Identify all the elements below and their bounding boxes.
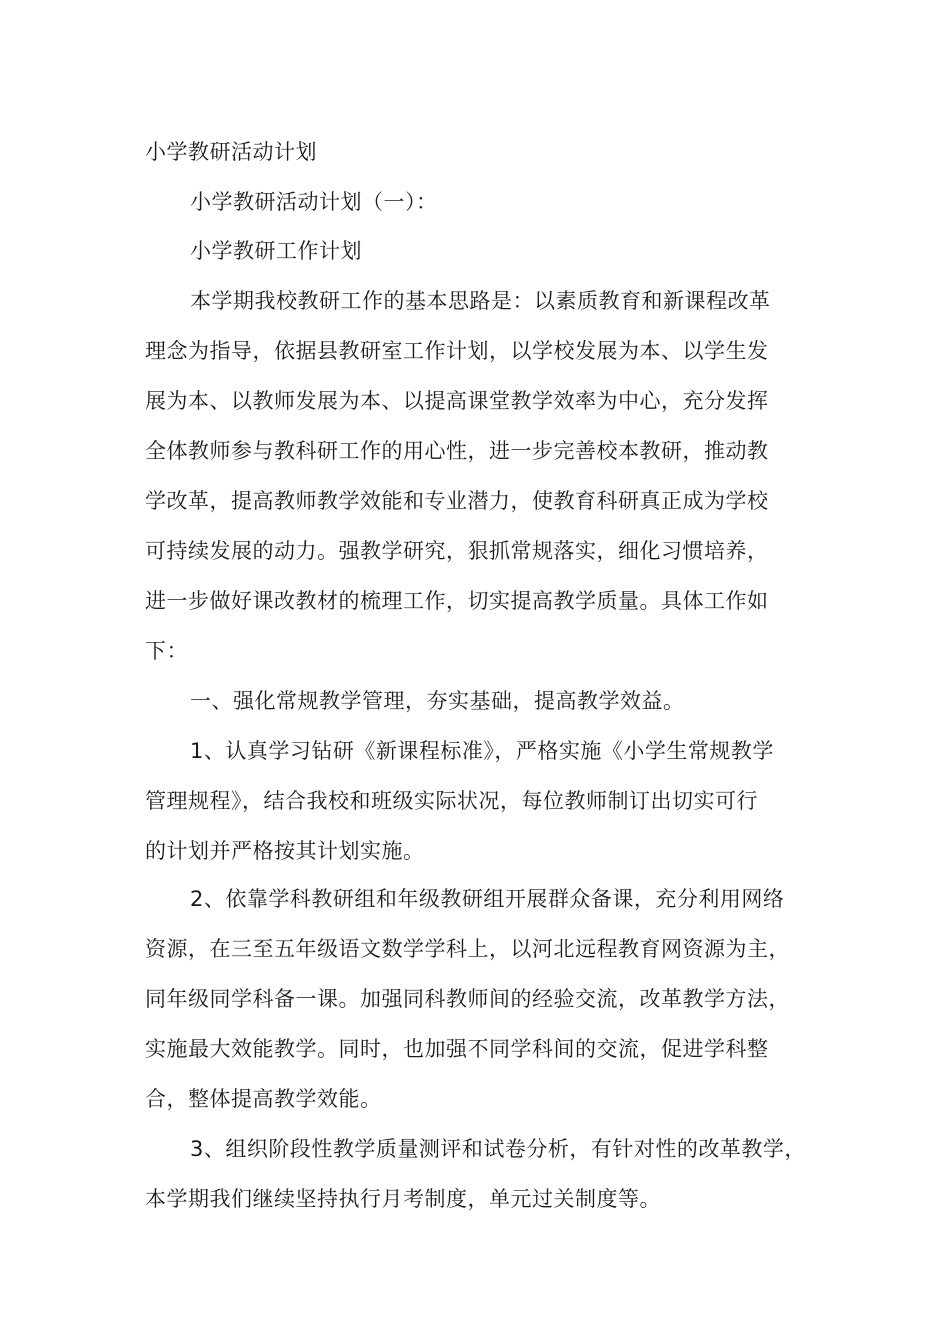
paragraph-line: 实施最大效能教学。同时，也加强不同学科间的交流，促进学科整 (145, 1037, 769, 1061)
paragraph-line: 理念为指导，依据县教研室工作计划，以学校发展为本、以学生发 (145, 339, 769, 363)
paragraph-line: 同年级同学科备一课。加强同科教师间的经验交流，改革教学方法， (145, 987, 790, 1011)
paragraph-line: 3、组织阶段性教学质量测评和试卷分析，有针对性的改革教学， (190, 1137, 806, 1161)
paragraph-line: 管理规程》，结合我校和班级实际状况，每位教师制订出切实可行 (145, 789, 758, 813)
paragraph-line: 展为本、以教师发展为本、以提高课堂教学效率为中心，充分发挥 (145, 389, 769, 413)
paragraph-line: 可持续发展的动力。强教学研究，狠抓常规落实，细化习惯培养， (145, 539, 769, 563)
section-heading: 小学教研活动计划（一）： (190, 190, 438, 214)
sub-heading: 小学教研工作计划 (190, 239, 362, 263)
paragraph-line: 资源，在三至五年级语文数学学科上，以河北远程教育网资源为主， (145, 937, 790, 961)
document-title: 小学教研活动计划 (145, 140, 317, 164)
list-heading: 一、强化常规教学管理，夯实基础，提高教学效益。 (190, 689, 685, 713)
paragraph-line: 全体教师参与教科研工作的用心性，进一步完善校本教研，推动教 (145, 439, 769, 463)
paragraph-line: 学改革，提高教师教学效能和专业潜力，使教育科研真正成为学校 (145, 489, 769, 513)
paragraph-line: 进一步做好课改教材的梳理工作，切实提高教学质量。具体工作如 (145, 589, 769, 613)
paragraph-line: 本学期我校教研工作的基本思路是：以素质教育和新课程改革 (190, 289, 771, 313)
paragraph-line: 下： (145, 639, 188, 663)
paragraph-line: 的计划并严格按其计划实施。 (145, 839, 425, 863)
paragraph-line: 1、认真学习钻研《新课程标准》，严格实施《小学生常规教学 (190, 739, 774, 763)
paragraph-line: 本学期我们继续坚持执行月考制度，单元过关制度等。 (145, 1187, 661, 1211)
paragraph-line: 2、依靠学科教研组和年级教研组开展群众备课，充分利用网络 (190, 887, 785, 911)
paragraph-line: 合，整体提高教学效能。 (145, 1087, 382, 1111)
